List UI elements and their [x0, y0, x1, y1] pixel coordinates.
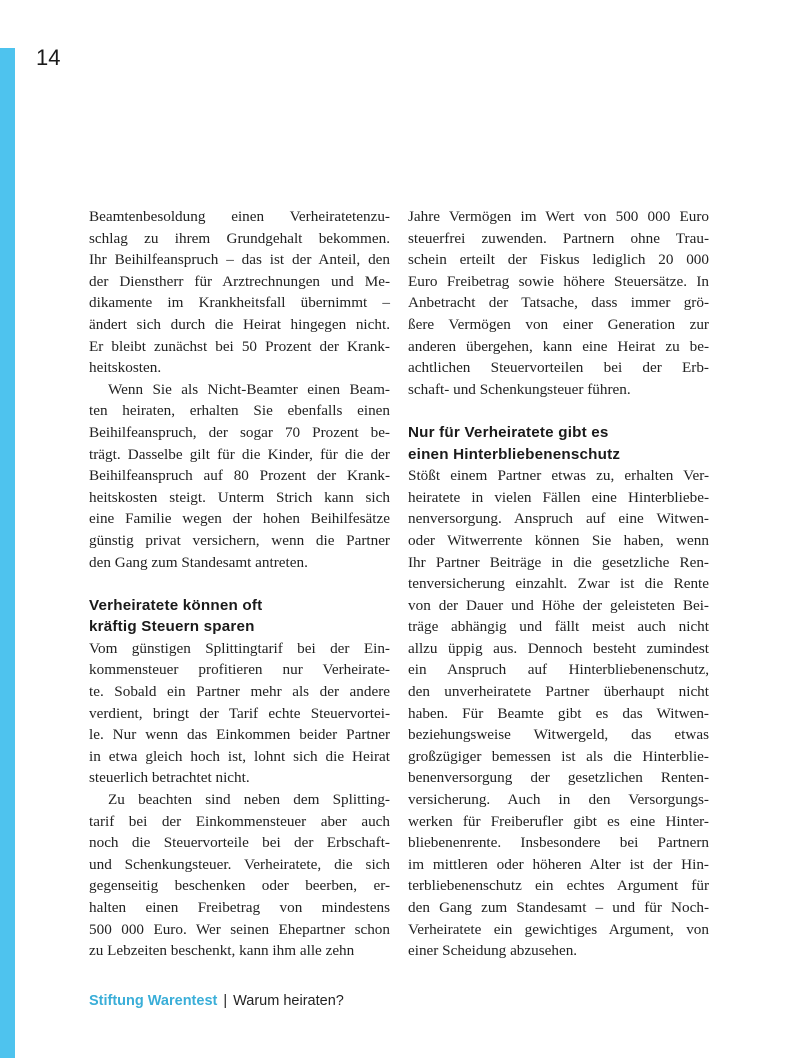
- heading-line: Nur für Verheiratete gibt es: [408, 423, 609, 441]
- section-heading: [89, 595, 390, 638]
- paragraph: [89, 789, 390, 962]
- text-line: tenversicherung einzahlt. Zwar ist die Rente: [408, 575, 709, 593]
- text-line: le. Nur wenn das Einkommen beider Partner: [89, 726, 390, 744]
- text-line: der Dienstherr für Arztrechnungen und Me-: [89, 272, 390, 290]
- text-column-left: [89, 206, 390, 962]
- text-line: günstig privat versichern, wenn die Partner: [89, 531, 390, 549]
- text-column-right: [408, 206, 709, 962]
- text-line: im mittleren oder höheren Alter ist der Hin-: [408, 855, 709, 873]
- text-line: Er bleibt zunächst bei 50 Prozent der Krank-: [89, 337, 390, 355]
- text-line: den unverheiratete Partner überhaupt nicht: [408, 683, 709, 701]
- text-line: 500 000 Euro. Wer seinen Ehepartner schon: [89, 920, 390, 938]
- text-line: verdient, bringt der Tarif echte Steuervortei-: [89, 704, 390, 722]
- text-line: trägt. Dasselbe gilt für die Kinder, für die der: [89, 445, 390, 463]
- text-line: träge abhängig und fällt meist auch nicht: [408, 618, 709, 636]
- text-line: Beamtenbesoldung einen Verheiratetenzu-: [89, 208, 390, 225]
- text-line: heitskosten steigt. Unterm Strich kann sich: [89, 488, 390, 506]
- text-line: Beihilfeanspruch, der sogar 70 Prozent be-: [89, 423, 390, 441]
- text-line: eine Familie wegen der hohen Beihilfesätze: [89, 510, 390, 528]
- text-line: großzügiger bemessen ist als die Hinterblie-: [408, 747, 709, 765]
- text-line: dikamente im Krankheitsfall übernimmt –: [89, 294, 390, 312]
- text-line: haben. Für Beamte gibt es das Witwen-: [408, 704, 709, 722]
- text-line: tarif bei der Einkommensteuer aber auch: [89, 812, 390, 830]
- text-line: und Schenkungsteuer. Verheiratete, die sich: [89, 855, 390, 873]
- text-line: versicherung. Auch in den Versorgungs-: [408, 791, 709, 809]
- text-line: Ihr Beihilfeanspruch – das ist der Anteil, den: [89, 251, 390, 269]
- text-line: ßere Vermögen von einer Generation zur: [408, 315, 709, 333]
- accent-bar: [0, 48, 15, 1058]
- text-line: von der Dauer und Höhe der geleisteten Bei-: [408, 596, 709, 614]
- footer-brand: Stiftung Warentest: [89, 993, 218, 1009]
- paragraph: [89, 638, 390, 789]
- heading-line: einen Hinterbliebenenschutz: [408, 445, 621, 463]
- text-line: Stößt einem Partner etwas zu, erhalten Ver-: [408, 467, 709, 485]
- text-line: benenversorgung der gesetzlichen Renten-: [408, 769, 709, 787]
- text-line: den Gang zum Standesamt – und für Noch-: [408, 899, 709, 916]
- text-line: schein erteilt der Fiskus lediglich 20 000: [408, 251, 709, 269]
- text-line: Verheiratete ein gewichtiges Argument, von: [408, 920, 709, 938]
- text-line: Zu beachten sind neben dem Splitting-: [108, 791, 390, 809]
- text-line: oder Witwerrente können Sie haben, wenn: [408, 531, 709, 549]
- footer: [89, 993, 344, 1009]
- text-line: heitskosten.: [89, 359, 162, 377]
- section-heading: [408, 422, 709, 465]
- text-line: Euro Freibetrag sowie höhere Steuersätze. In: [408, 272, 709, 290]
- text-line: heiratete in vielen Fällen eine Hinterbliebe-: [408, 488, 709, 506]
- text-line: bliebenenrente. Insbesondere bei Partnern: [408, 834, 709, 852]
- paragraph: [408, 465, 709, 962]
- text-line: schlag zu ihrem Grundgehalt bekommen.: [89, 229, 390, 247]
- text-line: Jahre Vermögen im Wert von 500 000 Euro: [408, 208, 709, 225]
- text-line: schaft- und Schenkungsteuer führen.: [408, 380, 631, 398]
- text-line: Beihilfeanspruch auf 80 Prozent der Krank-: [89, 467, 390, 485]
- heading-line: Verheiratete können oft: [89, 596, 263, 614]
- text-line: steuerfrei zuwenden. Partnern ohne Trau-: [408, 229, 709, 247]
- footer-separator: |: [223, 993, 228, 1009]
- text-line: te. Sobald ein Partner mehr als der andere: [89, 683, 390, 701]
- text-line: allzu üppig aus. Dennoch besteht zumindest: [408, 639, 709, 657]
- text-line: werken für Freiberufler gibt es eine Hinter-: [408, 812, 709, 830]
- text-line: kommensteuer profitieren nur Verheirate-: [89, 661, 390, 679]
- text-line: beziehungsweise Witwergeld, das etwas: [408, 726, 709, 744]
- text-line: steuerlich betrachtet nicht.: [89, 769, 250, 787]
- text-line: Ihr Partner Beiträge in die gesetzliche Ren-: [408, 553, 709, 571]
- heading-spacer: [89, 573, 390, 595]
- text-line: Anbetracht der Tatsache, dass immer grö-: [408, 294, 709, 312]
- text-line: ein Anspruch auf Hinterbliebenenschutz,: [408, 661, 709, 679]
- heading-spacer: [408, 400, 709, 422]
- text-line: Wenn Sie als Nicht-Beamter einen Beam-: [108, 380, 390, 398]
- paragraph: [408, 206, 709, 400]
- text-line: achtlichen Steuervorteilen bei der Erb-: [408, 359, 709, 377]
- text-line: noch die Steuervorteile bei der Erbschaft-: [89, 834, 390, 852]
- text-line: den Gang zum Standesamt antreten.: [89, 553, 308, 571]
- footer-title: Warum heiraten?: [233, 993, 344, 1009]
- paragraph: [89, 206, 390, 379]
- page-number: 14: [36, 45, 61, 70]
- text-line: terbliebenenschutz ein echtes Argument für: [408, 877, 709, 895]
- text-line: anderen übergehen, kann eine Heirat zu be-: [408, 337, 709, 355]
- text-line: ten heiraten, erhalten Sie ebenfalls einen: [89, 402, 390, 420]
- text-line: zu Lebzeiten beschenkt, kann ihm alle zehn: [89, 942, 355, 960]
- heading-line: kräftig Steuern sparen: [89, 618, 255, 636]
- text-line: nenversorgung. Anspruch auf eine Witwen-: [408, 510, 709, 528]
- paragraph: [89, 379, 390, 573]
- text-line: halten einen Freibetrag von mindestens: [89, 899, 390, 916]
- text-line: gegenseitig beschenken oder beerben, er-: [89, 877, 390, 895]
- text-line: in etwa gleich hoch ist, lohnt sich die Heirat: [89, 747, 390, 765]
- text-line: Vom günstigen Splittingtarif bei der Ein-: [89, 639, 390, 657]
- text-line: einer Scheidung abzusehen.: [408, 942, 578, 960]
- text-line: ändert sich durch die Heirat hingegen nicht.: [89, 315, 390, 333]
